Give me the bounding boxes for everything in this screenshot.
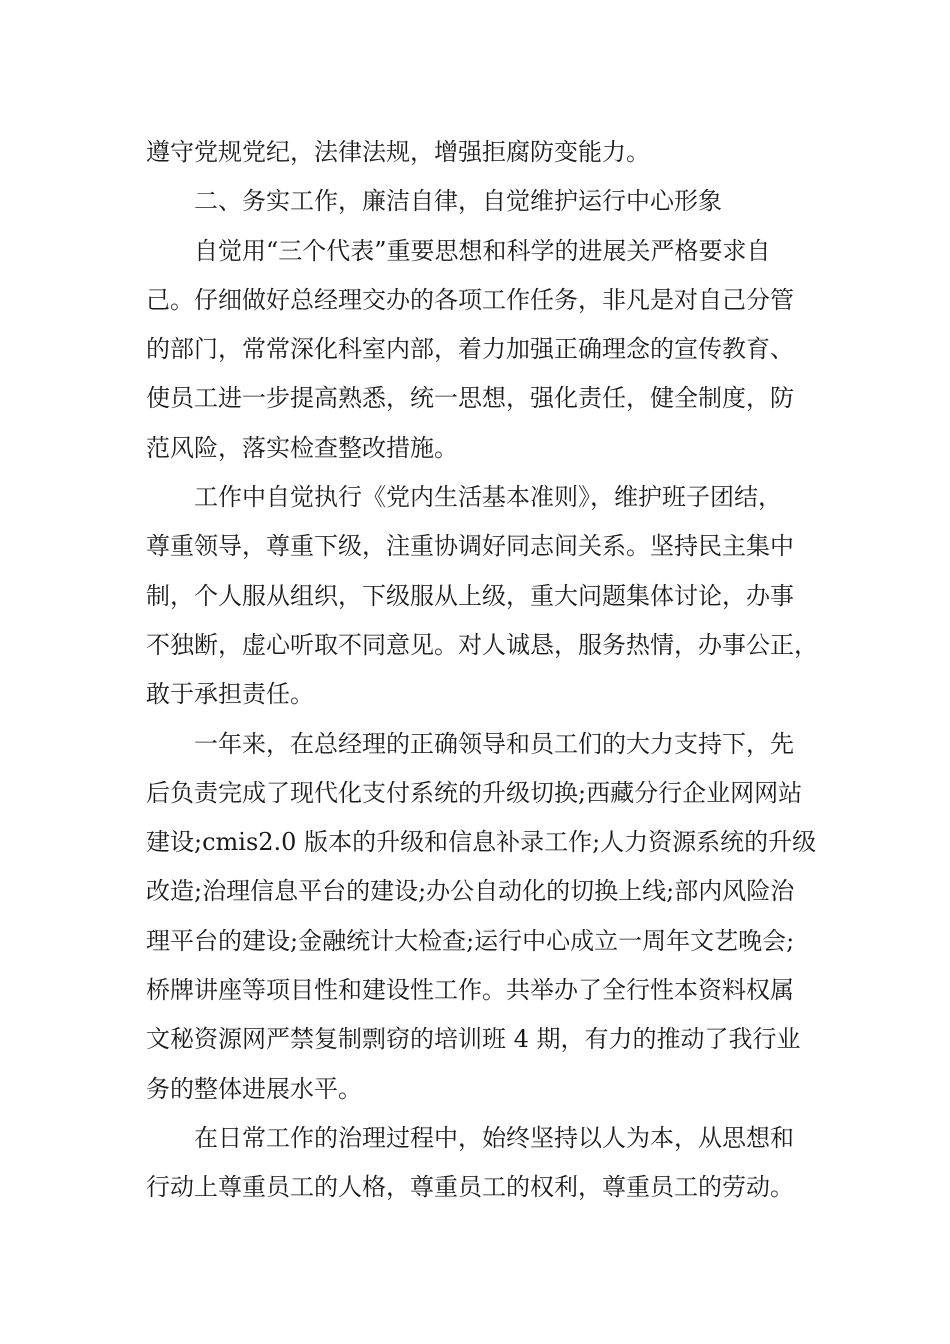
text-line: 建设;cmis2.0 版本的升级和信息补录工作;人力资源系统的升级 [146,828,817,857]
text-line: 使员工进一步提高熟悉，统一思想，强化责任，健全制度，防 [146,384,794,413]
paragraph-5 [146,720,817,1114]
paragraph-6 [146,1114,806,1213]
document-body [146,128,818,1213]
text-line: 改造;治理信息平台的建设;办公自动化的切换上线;部内风险治 [146,877,795,906]
paragraph-3 [146,227,806,473]
text-line: 二、务实工作，廉洁自律，自觉维护运行中心形象 [194,187,722,216]
text-line: 理平台的建设;金融统计大检查;运行中心成立一周年文艺晚会; [146,926,795,955]
text-line: 敢于承担责任。 [146,680,314,709]
section-heading [146,177,806,226]
text-line: 工作中自觉执行《党内生活基本准则》，维护班子团结， [194,483,782,512]
text-line: 尊重领导，尊重下级，注重协调好同志间关系。坚持民主集中 [146,532,794,561]
text-line: 行动上尊重员工的人格，尊重员工的权利，尊重员工的劳动。 [146,1173,794,1202]
text-line: 一年来，在总经理的正确领导和员工们的大力支持下，先 [194,729,794,758]
text-line: 桥牌讲座等项目性和建设性工作。共举办了全行性本资料权属 [146,976,794,1005]
paragraph-4 [146,473,818,719]
paragraph-1 [146,128,806,177]
text-line: 的部门，常常深化科室内部，着力加强正确理念的宣传教育、 [146,335,794,364]
text-line: 在日常工作的治理过程中，始终坚持以人为本，从思想和 [194,1123,794,1152]
text-line: 制，个人服从组织，下级服从上级，重大问题集体讨论，办事 [146,581,794,610]
text-line: 己。仔细做好总经理交办的各项工作任务，非凡是对自己分管 [146,285,794,314]
text-line: 遵守党规党纪，法律法规，增强拒腐防变能力。 [146,138,650,166]
text-line: 自觉用“三个代表”重要思想和科学的进展关严格要求自 [194,236,771,265]
text-line: 文秘资源网严禁复制剽窃的培训班 4 期，有力的推动了我行业 [146,1025,801,1054]
text-line: 不独断，虚心听取不同意见。对人诚恳，服务热情，办事公正， [146,630,818,659]
text-line: 后负责完成了现代化支付系统的升级切换;西藏分行企业网网站 [146,778,803,807]
text-line: 务的整体进展水平。 [146,1074,362,1103]
text-line: 范风险，落实检查整改措施。 [146,433,458,462]
